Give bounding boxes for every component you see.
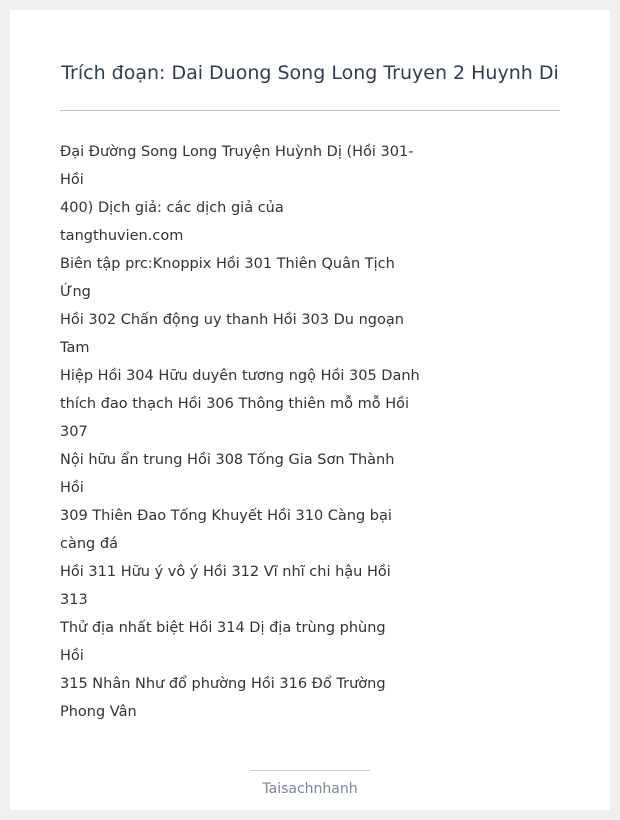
excerpt-line: Hồi xyxy=(60,172,84,188)
excerpt-line: Nội hữu ẩn trung Hồi 308 Tống Gia Sơn Thành xyxy=(60,452,395,468)
excerpt-line: Biên tập prc:Knoppix Hồi 301 Thiên Quân Tịch xyxy=(60,256,395,272)
excerpt-line: 315 Nhân Như đổ phường Hồi 316 Đổ Trường xyxy=(60,676,386,692)
excerpt-line: 400) Dịch giả: các dịch giả của xyxy=(60,200,284,216)
title-divider xyxy=(60,110,560,111)
page-title: Trích đoạn: Dai Duong Song Long Truyen 2 Huynh Di xyxy=(61,62,559,84)
excerpt-line: Hồi xyxy=(60,648,84,664)
excerpt-line: tangthuvien.com xyxy=(60,228,184,244)
excerpt-line: thích đao thạch Hồi 306 Thông thiên mỗ mỗ Hồi xyxy=(60,396,410,412)
excerpt-line: Ứng xyxy=(60,284,91,300)
footer-site-name: Taisachnhanh xyxy=(262,781,358,797)
excerpt-line: Đại Đường Song Long Truyện Huỳnh Dị (Hồi 301- xyxy=(60,144,414,160)
excerpt-line: Tam xyxy=(60,340,90,356)
excerpt-line: Hồi 311 Hữu ý vô ý Hồi 312 Vĩ nhĩ chi hậu Hồi xyxy=(60,564,391,580)
excerpt-line: Hồi 302 Chấn động uy thanh Hồi 303 Du ngoạn xyxy=(60,312,404,328)
excerpt-line: 309 Thiên Đao Tống Khuyết Hồi 310 Càng bại xyxy=(60,508,392,524)
excerpt-text xyxy=(60,138,420,726)
excerpt-line: Hiệp Hồi 304 Hữu duyên tương ngộ Hồi 305 Danh xyxy=(60,368,420,384)
excerpt-line: 313 xyxy=(60,592,88,608)
excerpt-line: Hồi xyxy=(60,480,84,496)
excerpt-line: 307 xyxy=(60,424,88,440)
excerpt-line: Thử địa nhất biệt Hồi 314 Dị địa trùng phùng xyxy=(60,620,386,636)
footer-divider xyxy=(250,770,370,771)
excerpt-line: càng đá xyxy=(60,536,118,552)
excerpt-line: Phong Vân xyxy=(60,704,137,720)
